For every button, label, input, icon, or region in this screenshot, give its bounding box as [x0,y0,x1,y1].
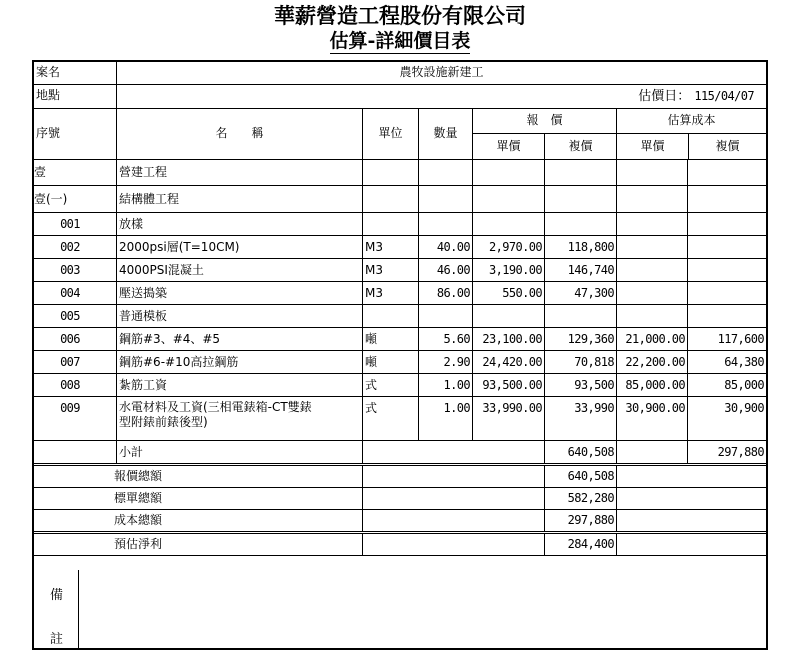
item-name: 鋼筋#3、#4、#5 [116,328,362,350]
item-no: 004 [60,286,80,300]
summary-spacer [362,534,544,555]
summary-row [34,534,766,556]
item-unit: 式 [362,374,418,396]
item-qty: 2.90 [418,351,472,373]
item-unit: M3 [362,236,418,258]
section-cost_price [616,159,687,185]
item-name: 普通模板 [116,305,362,327]
location-value [116,84,766,108]
project-label: 案名 [36,65,61,79]
section-qty [418,186,472,212]
section-no: 壹 [34,165,47,179]
item-unit [362,213,418,235]
summary-label: 標單總額 [113,491,162,505]
item-qty: 46.00 [418,259,472,281]
header-quote [472,108,616,159]
section-qty [418,159,472,185]
item-cost_total [687,259,766,281]
table-row [34,397,766,441]
summary-value: 640,508 [544,466,616,487]
summary-cost-empty [616,466,766,487]
item-no: 007 [60,355,80,369]
item-cost_total [687,213,766,235]
section-price [472,186,544,212]
item-price: 93,500.00 [472,374,544,396]
item-cost_price [616,305,687,327]
section-total [544,159,616,185]
location-row [34,84,766,109]
item-total: 47,300 [544,282,616,304]
item-no: 008 [60,378,80,392]
item-unit: M3 [362,259,418,281]
header-cost-label: 估算成本 [617,108,766,134]
header-quote-price: 單價 [496,139,521,153]
subtotal-no [34,441,116,463]
item-name: 壓送搗築 [116,282,362,304]
item-name: 鋼筋#6-#10高拉鋼筋 [116,351,362,373]
subtotal-cost_total: 297,880 [687,441,766,463]
section-row [34,159,766,186]
section-name: 營建工程 [116,159,362,185]
summary-label: 成本總額 [113,513,162,527]
table-row [34,236,766,259]
section-cost_total [687,186,766,212]
header-unit: 單位 [362,108,418,159]
item-unit: 噸 [362,351,418,373]
section-price [472,159,544,185]
section-no: 壹(一) [34,192,68,206]
estimate-date: 估價日： 115/04/07 [638,89,754,104]
item-name: 放樣 [116,213,362,235]
item-name: 紮筋工資 [116,374,362,396]
header-cost-price: 單價 [640,139,665,153]
item-price [472,213,544,235]
subtotal-qty [418,441,472,463]
item-qty: 40.00 [418,236,472,258]
item-price: 3,190.00 [472,259,544,281]
header-no: 序號 [36,126,61,140]
item-unit: 式 [362,397,418,440]
table-row [34,351,766,374]
summary-cost-empty [616,534,766,555]
section-cost_total [687,159,766,185]
item-name-line-2: 型附錶前錶後型) [119,415,208,429]
section-total [544,186,616,212]
item-price [472,305,544,327]
item-no: 006 [60,332,80,346]
item-name-line-1: 水電材料及工資(三相電錶箱-CT雙錶 [119,400,312,414]
subtotal-row [34,441,766,466]
item-no: 009 [60,401,80,415]
estimate-table [32,60,768,650]
section-name: 結構體工程 [116,186,362,212]
section-row [34,186,766,213]
header-cost [616,108,766,159]
subtotal-name: 小計 [116,441,362,463]
item-price: 550.00 [472,282,544,304]
item-price: 2,970.00 [472,236,544,258]
header-name: 名 稱 [116,108,362,159]
item-price: 24,420.00 [472,351,544,373]
item-cost_price [616,213,687,235]
item-total: 129,360 [544,328,616,350]
summary-cost-empty [616,488,766,509]
subtotal-cost_price [616,441,687,463]
item-unit: M3 [362,282,418,304]
item-total: 146,740 [544,259,616,281]
item-name: 2000psi層(T=10CM) [116,236,362,258]
header-quote-total: 複價 [544,134,616,159]
item-qty: 86.00 [418,282,472,304]
summary-row [34,466,766,488]
summary-row [34,488,766,510]
item-qty [418,305,472,327]
item-cost_total: 30,900 [687,397,766,440]
item-cost_price: 85,000.00 [616,374,687,396]
project-name: 農牧設施新建工 [116,62,766,84]
summary-spacer [362,466,544,487]
item-name [116,397,362,440]
item-cost_total: 117,600 [687,328,766,350]
section-unit [362,159,418,185]
item-no: 001 [60,217,80,231]
summary-value: 297,880 [544,510,616,531]
summary-label: 報價總額 [113,469,162,483]
table-row [34,259,766,282]
header-row [34,108,766,160]
item-unit [362,305,418,327]
remarks-char-1: 備 [50,588,64,603]
table-row [34,305,766,328]
item-total: 33,990 [544,397,616,440]
item-qty: 1.00 [418,374,472,396]
item-no: 002 [60,240,80,254]
item-cost_price: 30,900.00 [616,397,687,440]
item-name: 4000PSI混凝土 [116,259,362,281]
summary-value: 582,280 [544,488,616,509]
header-quote-label: 報 價 [473,108,616,134]
item-price: 33,990.00 [472,397,544,440]
item-cost_price [616,236,687,258]
item-qty: 1.00 [418,397,472,440]
item-cost_total [687,305,766,327]
item-no: 003 [60,263,80,277]
summary-spacer [362,510,544,531]
item-total [544,305,616,327]
remarks-label [34,570,79,648]
item-unit: 噸 [362,328,418,350]
summary-spacer [362,488,544,509]
item-cost_price [616,259,687,281]
item-total: 118,800 [544,236,616,258]
subtotal-total: 640,508 [544,441,616,463]
summary-cost-empty [616,510,766,531]
item-qty: 5.60 [418,328,472,350]
section-cost_price [616,186,687,212]
summary-row [34,510,766,534]
item-no: 005 [60,309,80,323]
table-row [34,374,766,397]
table-row [34,282,766,305]
remarks-char-2: 註 [50,632,64,647]
project-row [34,62,766,85]
item-total [544,213,616,235]
item-qty [418,213,472,235]
item-cost_total: 85,000 [687,374,766,396]
item-price: 23,100.00 [472,328,544,350]
subtotal-price [472,441,544,463]
item-total: 93,500 [544,374,616,396]
header-qty: 數量 [418,108,472,159]
item-cost_price [616,282,687,304]
table-row [34,213,766,236]
section-unit [362,186,418,212]
item-cost_price: 22,200.00 [616,351,687,373]
item-cost_total: 64,380 [687,351,766,373]
subtotal-unit [362,441,418,463]
table-row [34,328,766,351]
summary-label: 預估淨利 [113,537,162,551]
header-cost-total: 複價 [688,134,766,159]
company-name: 華薪營造工程股份有限公司 [274,3,526,28]
sheet-title: 估算-詳細價目表 [329,30,471,52]
item-cost_price: 21,000.00 [616,328,687,350]
summary-value: 284,400 [544,534,616,555]
item-total: 70,818 [544,351,616,373]
item-cost_total [687,282,766,304]
item-cost_total [687,236,766,258]
location-label: 地點 [36,88,61,102]
